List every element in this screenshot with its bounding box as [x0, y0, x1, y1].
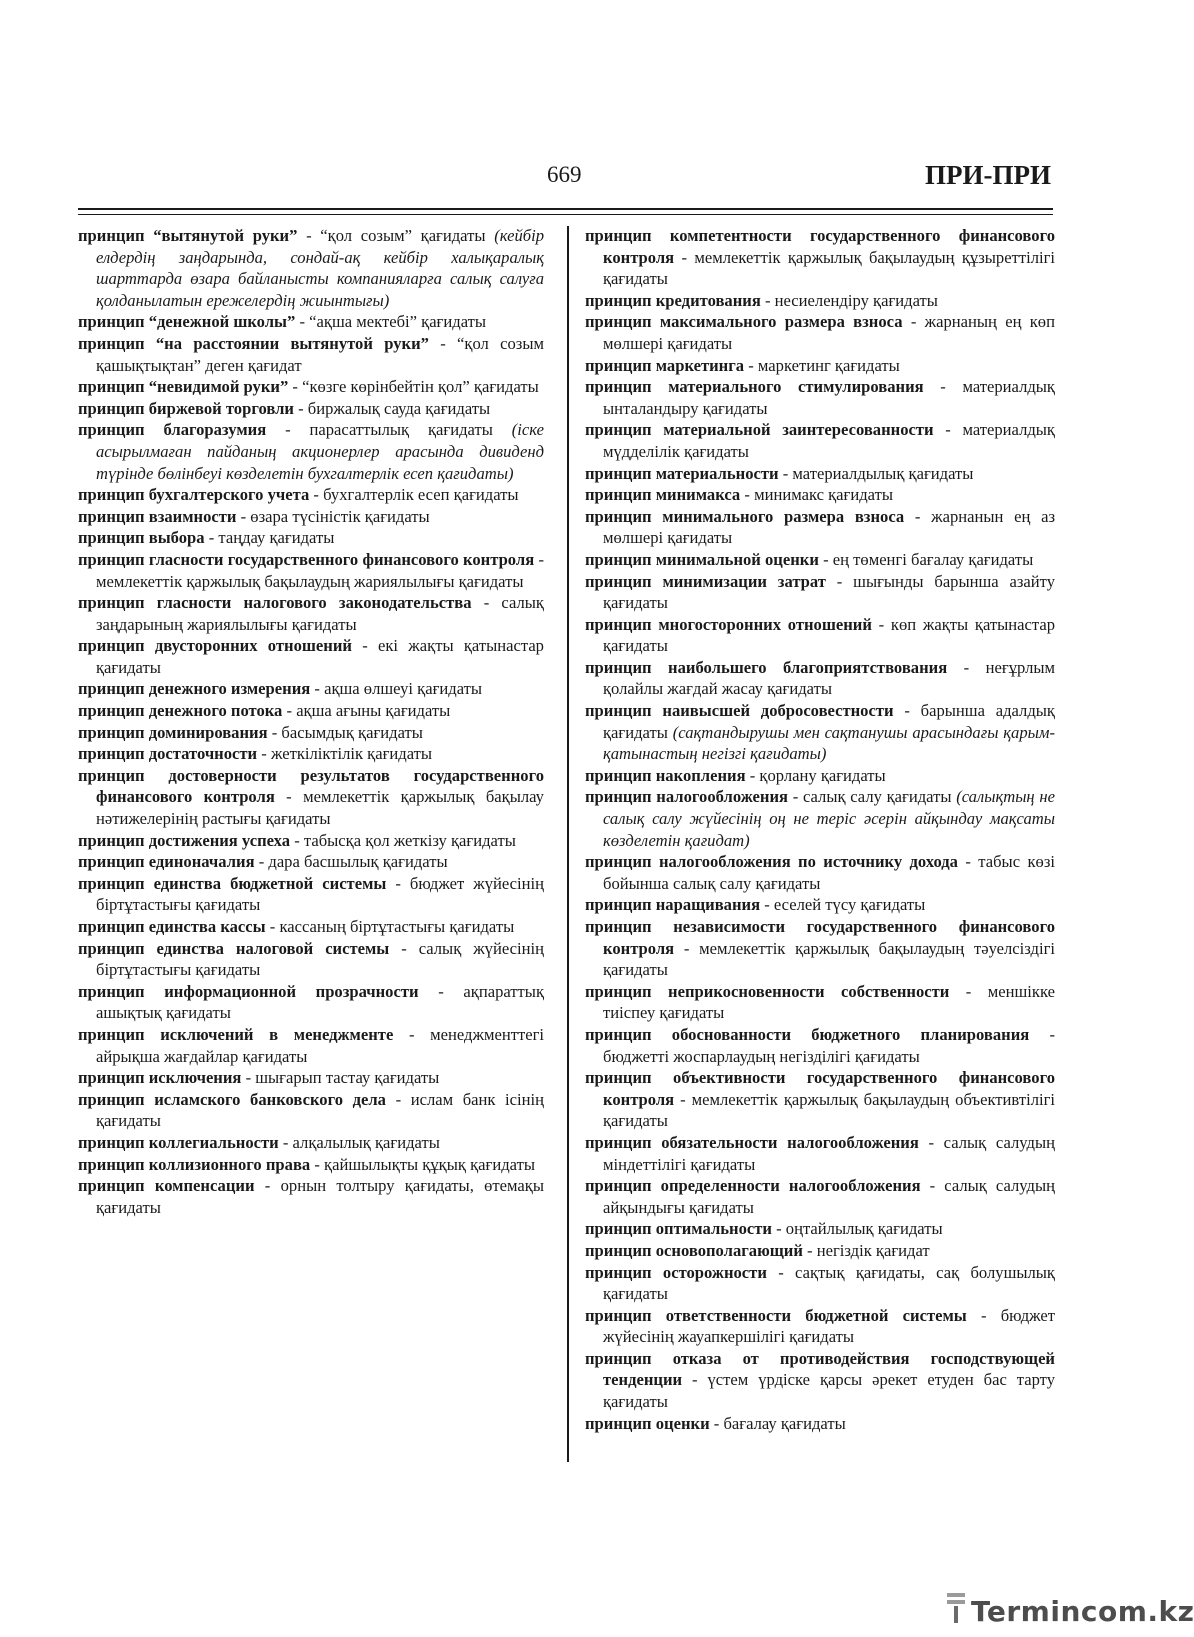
entry-headword: принцип наивысшей добросовестности: [585, 701, 894, 721]
dictionary-entry: [78, 743, 544, 765]
dictionary-entry: [585, 1348, 1055, 1413]
dictionary-entry: [78, 678, 544, 700]
dictionary-entry: [78, 981, 544, 1024]
entry-headword: принцип “на расстоянии вытянутой руки”: [78, 333, 429, 353]
entry-headword: принцип единства кассы: [78, 917, 266, 936]
entry-separator: -: [818, 549, 833, 569]
entry-translation: биржалық сауда қағидаты: [307, 398, 491, 418]
entry-separator: -: [902, 312, 925, 332]
entry-translation: салық заңдарының жариялылығы қағидаты: [96, 593, 544, 634]
entry-headword: принцип максимального размера взноса: [585, 312, 903, 332]
entry-headword: принцип маркетинга: [585, 355, 745, 375]
entry-headword: принцип оценки: [585, 1413, 710, 1433]
entry-headword: принцип “невидимой руки”: [78, 377, 289, 397]
dictionary-entry: [585, 1132, 1055, 1175]
entry-headword: принцип единства налоговой системы: [78, 938, 390, 958]
dictionary-entry: [585, 290, 1055, 312]
entry-translation: салық салу қағидаты: [802, 787, 952, 807]
entry-separator: -: [254, 1176, 281, 1196]
dictionary-entry: [585, 484, 1055, 506]
entry-separator: -: [904, 506, 932, 526]
entry-translation: бюджет жүйесінің жауапкершілігі қағидаты: [603, 1305, 1056, 1347]
entry-separator: -: [236, 506, 251, 526]
entry-headword: принцип обязательности налогообложения: [585, 1132, 919, 1152]
entry-separator: -: [1029, 1024, 1055, 1044]
dictionary-entry: [78, 1132, 544, 1154]
watermark-logo: [947, 1591, 1194, 1631]
entry-separator: -: [534, 549, 544, 569]
entry-headword: принцип взаимности: [78, 506, 237, 526]
entry-separator: -: [428, 333, 458, 353]
entry-translation: мемлекеттік қаржылық бақылаудың тәуелсіздігі қағидаты: [603, 938, 1056, 980]
entry-separator: -: [418, 981, 464, 1001]
entry-separator: -: [966, 1305, 1001, 1325]
entry-separator: -: [802, 1240, 817, 1260]
entry-translation: мемлекеттік қаржылық бақылау нәтижелерінің растығы қағидаты: [96, 787, 544, 829]
entry-separator: -: [297, 226, 321, 245]
entry-translation: менеджменттегі айрықша жағдайлар қағидаты: [96, 1024, 544, 1066]
entry-headword: принцип материальности: [585, 463, 779, 483]
dictionary-entry: [585, 916, 1055, 981]
dictionary-entry: [78, 635, 544, 678]
entry-separator: -: [771, 1219, 786, 1239]
dictionary-entry: [585, 376, 1055, 419]
entry-separator: -: [745, 765, 760, 785]
dictionary-entry: [585, 851, 1055, 894]
dictionary-entry: [585, 700, 1055, 765]
entry-translation: “қол созым қашықтықтан” деген қағидат: [96, 333, 544, 375]
dictionary-entry: [585, 419, 1055, 462]
entry-note: (іске асырылмаған пайданың акционерлер арасында дивиденд түрінде бөлінбеуі көзделетін бухгалтерлік есеп қағидаты): [96, 420, 544, 483]
entry-translation: бюджетті жоспарлаудың негізділігі қағидаты: [603, 1046, 920, 1066]
dictionary-entry: [78, 398, 544, 420]
entry-headword: принцип единства бюджетной системы: [78, 873, 387, 893]
entry-separator: -: [709, 1413, 724, 1433]
dictionary-entry: [585, 1218, 1055, 1240]
entry-headword: принцип доминирования: [78, 722, 268, 742]
dictionary-entry: [585, 1067, 1055, 1132]
entry-separator: -: [825, 571, 854, 591]
entry-headword: принцип независимости государственного финансового контроля: [585, 917, 1055, 958]
entry-headword: принцип коллизионного права: [78, 1154, 311, 1174]
entry-translation: қорлану қағидаты: [759, 765, 886, 785]
entry-translation: ең төменгі бағалау қағидаты: [832, 549, 1034, 569]
dictionary-entry: [78, 1154, 544, 1176]
entry-headword: принцип оптимальности: [585, 1219, 772, 1239]
dictionary-entry: [585, 1175, 1055, 1218]
entry-translation: “көзге көрінбейтін қол” қағидаты: [302, 377, 539, 397]
entry-headword: принцип материальной заинтересованности: [585, 420, 934, 440]
left-column: [78, 225, 544, 1218]
dictionary-entry: [78, 1067, 544, 1089]
entry-headword: принцип бухгалтерского учета: [78, 485, 310, 505]
entry-headword: принцип многосторонних отношений: [585, 614, 872, 634]
entry-translation: ақпараттық ашықтық қағидаты: [96, 981, 545, 1023]
dictionary-entry: [78, 938, 544, 981]
entry-separator: -: [278, 1132, 293, 1152]
entry-headword: принцип “денежной школы”: [78, 312, 296, 332]
dictionary-entry: [78, 700, 544, 722]
entry-translation: бухгалтерлік есеп қағидаты: [323, 485, 519, 505]
entry-translation: барынша адалдық қағидаты: [603, 701, 1055, 742]
entry-separator: -: [310, 679, 325, 699]
watermark-text: Termincom.kz: [971, 1595, 1194, 1628]
dictionary-entry: [585, 225, 1055, 290]
entry-separator: -: [310, 1154, 325, 1174]
entry-headword: принцип отказа от противодействия господствующей тенденции: [585, 1348, 1055, 1390]
entry-headword: принцип гласности государственного финансового контроля: [78, 549, 535, 569]
entry-translation: маркетинг қағидаты: [757, 355, 900, 375]
entry-separator: -: [674, 938, 700, 958]
entry-headword: принцип минимизации затрат: [585, 571, 826, 591]
dictionary-entry: [585, 1413, 1055, 1435]
entry-headword: принцип денежного измерения: [78, 679, 311, 699]
entry-headword: принцип наибольшего благоприятствования: [585, 657, 948, 677]
header-rule-thin: [78, 214, 1053, 215]
dictionary-entry: [78, 549, 544, 592]
entry-headword: принцип биржевой торговли: [78, 398, 294, 418]
entry-separator: -: [920, 1176, 945, 1196]
entry-translation: меншікке тиіспеу қағидаты: [603, 981, 1055, 1023]
dictionary-entry: [78, 225, 544, 311]
dictionary-entry: [78, 722, 544, 744]
dictionary-entry: [78, 333, 544, 376]
entry-translation: алқалылық қағидаты: [292, 1132, 440, 1152]
entry-translation: ақша өлшеуі қағидаты: [324, 679, 483, 699]
entry-separator: -: [290, 830, 304, 850]
dictionary-entry: [78, 1024, 544, 1067]
entry-headword: принцип исламского банковского дела: [78, 1089, 386, 1109]
entry-translation: “қол созым” қағидаты: [320, 226, 486, 245]
entry-headword: принцип неприкосновенности собственности: [585, 981, 950, 1001]
entry-separator: -: [241, 1068, 256, 1088]
page-number: 669: [547, 162, 582, 187]
dictionary-entry: [585, 786, 1055, 851]
entry-translation: ақша ағыны қағидаты: [296, 701, 451, 721]
entry-headword: принцип налогообложения: [585, 787, 788, 807]
entry-separator: -: [893, 701, 921, 721]
entry-translation: басымдық қағидаты: [281, 722, 423, 742]
entry-translation: материалдық мүдделілік қағидаты: [603, 420, 1055, 461]
entry-headword: принцип достаточности: [78, 744, 258, 764]
entry-separator: -: [674, 247, 695, 267]
entry-headword: принцип исключения: [78, 1068, 242, 1088]
entry-translation: еселей түсу қағидаты: [773, 895, 926, 915]
entry-translation: екі жақты қатынастар қағидаты: [96, 636, 544, 677]
running-head: ПРИ-ПРИ: [925, 160, 1051, 190]
entry-translation: жеткіліктілік қағидаты: [270, 744, 433, 764]
entry-translation: таңдау қағидаты: [218, 528, 335, 548]
dictionary-entry: [78, 873, 544, 916]
entry-separator: -: [957, 852, 979, 872]
entry-translation: несиелендіру қағидаты: [774, 290, 938, 310]
dictionary-entry: [78, 527, 544, 549]
entry-separator: -: [933, 420, 963, 440]
header-rule: [78, 208, 1053, 210]
entry-separator: -: [295, 312, 310, 332]
entry-separator: -: [257, 744, 271, 764]
entry-translation: материалдылық қағидаты: [792, 463, 974, 483]
entry-translation: жарнаның ең көп мөлшері қағидаты: [603, 312, 1055, 353]
entry-headword: принцип минимальной оценки: [585, 549, 819, 569]
entry-translation: көп жақты қатынастар қағидаты: [603, 614, 1056, 656]
entry-separator: -: [682, 1370, 708, 1390]
entry-headword: принцип минимального размера взноса: [585, 506, 905, 526]
entry-translation: салық салудың айқындығы қағидаты: [603, 1176, 1056, 1217]
dictionary-entry: [585, 1262, 1055, 1305]
dictionary-entry: [585, 355, 1055, 377]
entry-separator: -: [267, 722, 282, 742]
entry-translation: шығарып тастау қағидаты: [255, 1068, 440, 1088]
entry-separator: -: [744, 355, 758, 375]
dictionary-entry: [78, 1175, 544, 1218]
entry-separator: -: [740, 485, 755, 505]
dictionary-entry: [78, 506, 544, 528]
dictionary-entry: [78, 916, 544, 938]
entry-translation: материалдық ынталандыру қағидаты: [603, 377, 1055, 418]
termincom-logo-icon: [947, 1593, 965, 1623]
dictionary-entry: [585, 1305, 1055, 1348]
dictionary-entry: [78, 311, 544, 333]
entry-translation: табыс көзі бойынша салық салу қағидаты: [603, 852, 1055, 893]
entry-separator: -: [274, 787, 304, 807]
dictionary-entry: [585, 463, 1055, 485]
entry-headword: принцип выбора: [78, 528, 205, 548]
entry-headword: принцип достоверности результатов государственного финансового контроля: [78, 765, 544, 807]
entry-separator: -: [351, 636, 378, 656]
entry-separator: -: [674, 1089, 692, 1109]
entry-separator: -: [254, 852, 269, 872]
entry-translation: үстем үрдіске қарсы әрекет етуден бас тарту қағидаты: [603, 1370, 1055, 1412]
entry-translation: негіздік қағидат: [816, 1240, 930, 1260]
entry-headword: принцип ответственности бюджетной системы: [585, 1305, 967, 1325]
entry-headword: принцип основополагающий: [585, 1240, 803, 1260]
entry-separator: -: [949, 981, 988, 1001]
entry-separator: -: [385, 1089, 411, 1109]
dictionary-entry: [78, 419, 544, 484]
entry-translation: минимакс қағидаты: [754, 485, 894, 505]
dictionary-entry: [585, 894, 1055, 916]
entry-headword: принцип исключений в менеджменте: [78, 1024, 394, 1044]
entry-headword: принцип единоначалия: [78, 852, 255, 872]
entry-translation: бағалау қағидаты: [723, 1413, 846, 1433]
entry-headword: принцип кредитования: [585, 290, 761, 310]
entry-translation: парасаттылық қағидаты: [309, 420, 493, 440]
entry-translation: оңтайлылық қағидаты: [785, 1219, 943, 1239]
entry-separator: -: [871, 614, 891, 634]
entry-separator: -: [389, 938, 419, 958]
entry-headword: принцип минимакса: [585, 485, 741, 505]
entry-note: (салықтың не салық салу жүйесінің оң не теріс әсерін айқындау мақсаты көзделетін қағидат): [603, 787, 1055, 850]
entry-headword: принцип наращивания: [585, 895, 761, 915]
dictionary-entry: [585, 657, 1055, 700]
entry-separator: -: [293, 398, 308, 418]
entry-headword: принцип “вытянутой руки”: [78, 226, 298, 245]
entry-separator: -: [760, 895, 774, 915]
entry-translation: жарнанын ең аз мөлшері қағидаты: [603, 506, 1055, 548]
entry-translation: ислам банк ісінің қағидаты: [96, 1089, 544, 1131]
entry-separator: -: [288, 377, 303, 397]
dictionary-entry: [585, 981, 1055, 1024]
entry-headword: принцип компетентности государственного финансового контроля: [585, 226, 1055, 267]
dictionary-entry: [78, 484, 544, 506]
entry-translation: салық жүйесінің біртұтастығы қағидаты: [96, 938, 544, 980]
entry-headword: принцип накопления: [585, 765, 746, 785]
entry-note: (сақтандырушы мен сақтанушы арасындағы қарым-қатынастың негізгі қағидаты): [603, 722, 1055, 764]
entry-headword: принцип обоснованности бюджетного планирования: [585, 1024, 1030, 1044]
dictionary-entry: [585, 571, 1055, 614]
entry-separator: -: [309, 485, 324, 505]
entry-separator: -: [778, 463, 793, 483]
dictionary-entry: [78, 830, 544, 852]
entry-translation: шығынды барынша азайту қағидаты: [603, 571, 1055, 613]
entry-headword: принцип коллегиальности: [78, 1132, 279, 1152]
entry-headword: принцип материального стимулирования: [585, 377, 924, 397]
entry-separator: -: [393, 1024, 431, 1044]
entry-translation: сақтық қағидаты, сақ болушылық қағидаты: [603, 1262, 1055, 1304]
dictionary-entry: [78, 592, 544, 635]
entry-translation: мемлекеттік қаржылық бақылаудың жариялылығы қағидаты: [96, 571, 524, 591]
entry-headword: принцип двусторонних отношений: [78, 636, 352, 656]
entry-headword: принцип гласности налогового законодательства: [78, 593, 472, 613]
entry-translation: өзара түсіністік қағидаты: [250, 506, 430, 526]
dictionary-entry: [78, 1089, 544, 1132]
entry-headword: принцип налогообложения по источнику дохода: [585, 852, 958, 872]
entry-separator: -: [918, 1132, 944, 1152]
dictionary-entry: [585, 1240, 1055, 1262]
dictionary-entry: [78, 851, 544, 873]
entry-separator: -: [766, 1262, 796, 1282]
entry-separator: -: [265, 917, 280, 936]
entry-translation: салық салудың міндеттілігі қағидаты: [603, 1132, 1055, 1174]
entry-headword: принцип осторожности: [585, 1262, 767, 1282]
entry-separator: -: [788, 787, 803, 807]
entry-headword: принцип достижения успеха: [78, 830, 291, 850]
entry-translation: қайшылықты құқық қағидаты: [324, 1154, 535, 1174]
entry-translation: кассаның біртұтастығы қағидаты: [279, 917, 515, 936]
dictionary-entry: [78, 765, 544, 830]
entry-headword: принцип компенсации: [78, 1176, 255, 1196]
entry-separator: -: [760, 290, 775, 310]
entry-separator: -: [282, 701, 297, 721]
column-divider: [567, 226, 569, 1462]
entry-note: (кейбір елдердің заңдарында, сондай-ақ кейбір халықаралық шарттарда өзара байланысты компанияларға салық салуға қолданылатын ережелердің жиынтығы): [96, 226, 544, 310]
dictionary-entry: [585, 311, 1055, 354]
entry-separator: -: [204, 528, 219, 548]
dictionary-entry: [585, 506, 1055, 549]
entry-translation: табысқа қол жеткізу қағидаты: [303, 830, 516, 850]
entry-translation: “ақша мектебі” қағидаты: [309, 312, 487, 332]
right-column: [585, 225, 1055, 1434]
dictionary-entry: [585, 1024, 1055, 1067]
entry-translation: дара басшылық қағидаты: [268, 852, 448, 872]
entry-headword: принцип определенности налогообложения: [585, 1176, 921, 1196]
entry-headword: принцип объективности государственного финансового контроля: [585, 1068, 1055, 1109]
entry-separator: -: [266, 420, 310, 440]
dictionary-entry: [78, 376, 544, 398]
entry-separator: -: [947, 657, 986, 677]
entry-translation: мемлекеттік қаржылық бақылаудың объективтілігі қағидаты: [603, 1089, 1056, 1131]
entry-headword: принцип денежного потока: [78, 701, 283, 721]
dictionary-entry: [585, 765, 1055, 787]
entry-headword: принцип благоразумия: [78, 420, 267, 440]
entry-separator: -: [386, 873, 410, 893]
entry-translation: бюджет жүйесінің біртұтастығы қағидаты: [96, 873, 545, 915]
entry-translation: мемлекеттік қаржылық бақылаудың құзыреттілігі қағидаты: [603, 247, 1056, 289]
entry-translation: орнын толтыру қағидаты, өтемақы қағидаты: [96, 1176, 544, 1217]
dictionary-entry: [585, 549, 1055, 571]
dictionary-entry: [585, 614, 1055, 657]
entry-separator: -: [923, 377, 963, 397]
entry-translation: неғұрлым қолайлы жағдай жасау қағидаты: [603, 657, 1055, 699]
entry-separator: -: [471, 593, 502, 613]
entry-headword: принцип информационной прозрачности: [78, 981, 419, 1001]
